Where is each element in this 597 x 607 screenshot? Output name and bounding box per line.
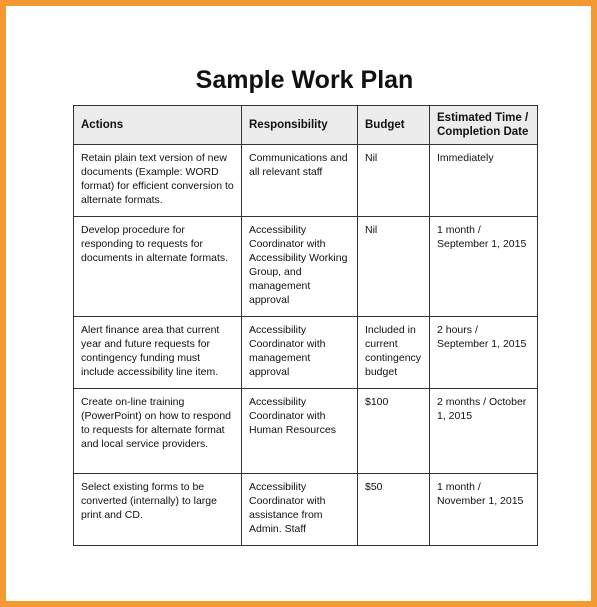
cell-responsibility: Communications and all relevant staff — [242, 145, 358, 217]
cell-actions: Create on-line training (PowerPoint) on how to respond to requests for alternate format and local service providers. — [74, 389, 242, 474]
work-plan-table — [73, 105, 538, 546]
cell-responsibility: Accessibility Coordinator with Human Resources — [242, 389, 358, 474]
cell-estimated-time: 2 months / October 1, 2015 — [430, 389, 538, 474]
cell-budget: Nil — [358, 145, 430, 217]
cell-estimated-time: 2 hours / September 1, 2015 — [430, 317, 538, 389]
document-title: Sample Work Plan — [195, 66, 414, 94]
cell-budget: Included in current contingency budget — [358, 317, 430, 389]
cell-actions: Select existing forms to be converted (internally) to large print and CD. — [74, 474, 242, 546]
table-header-row — [74, 106, 538, 145]
table-row — [74, 217, 538, 317]
column-header-actions: Actions — [74, 106, 242, 145]
table-row — [74, 389, 538, 474]
cell-actions: Develop procedure for responding to requests for documents in alternate formats. — [74, 217, 242, 317]
cell-estimated-time: Immediately — [430, 145, 538, 217]
cell-estimated-time: 1 month / September 1, 2015 — [430, 217, 538, 317]
table-row — [74, 317, 538, 389]
cell-estimated-time: 1 month / November 1, 2015 — [430, 474, 538, 546]
cell-budget: Nil — [358, 217, 430, 317]
cell-budget: $100 — [358, 389, 430, 474]
cell-responsibility: Accessibility Coordinator with assistance from Admin. Staff — [242, 474, 358, 546]
cell-responsibility: Accessibility Coordinator with Accessibility Working Group, and management approval — [242, 217, 358, 317]
table-row — [74, 474, 538, 546]
cell-budget: $50 — [358, 474, 430, 546]
cell-actions: Retain plain text version of new documents (Example: WORD format) for efficient conversion to alternate formats. — [74, 145, 242, 217]
cell-responsibility: Accessibility Coordinator with management approval — [242, 317, 358, 389]
column-header-budget: Budget — [358, 106, 430, 145]
column-header-estimated-time: Estimated Time / Completion Date — [430, 106, 538, 145]
column-header-responsibility: Responsibility — [242, 106, 358, 145]
cell-actions: Alert finance area that current year and future requests for contingency funding must include accessibility line item. — [74, 317, 242, 389]
table-row — [74, 145, 538, 217]
